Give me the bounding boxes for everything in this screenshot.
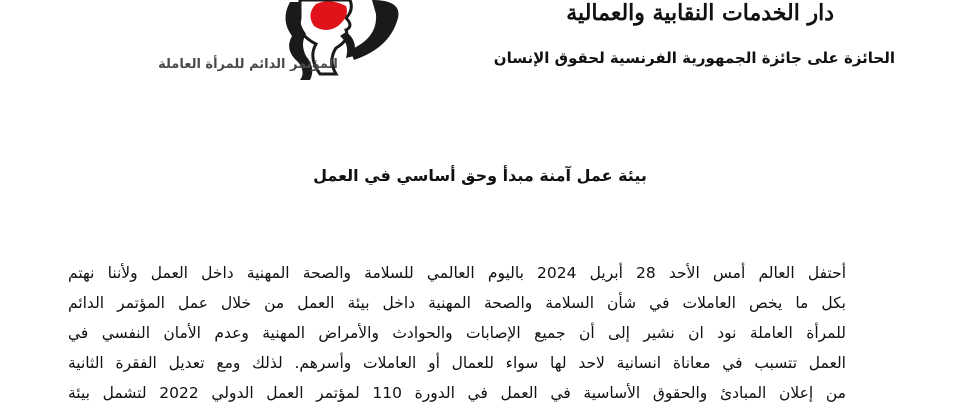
paragraph-line: للمرأة العاملة نود ان نشير إلى أن جميع الإصابات والحوادث والأمراض المهنية وعدم الأمان النفسي في [68,324,846,342]
organization-name: دار الخدمات النقابية والعمالية [566,0,834,26]
paragraph-line: من إعلان المبادئ والحقوق الأساسية في العمل في الدورة 110 لمؤتمر العمل الدولي 2022 لتشمل بيئة [68,384,846,402]
paragraph-line: بكل ما يخص العاملات في شأن السلامة والصحة المهنية داخل بيئة العمل من خلال عمل المؤتمر الدائم [68,294,846,312]
paragraph-line: العمل تتسبب في معاناة انسانية لاحد لها سواء للعمال أو العاملات وأسرهم. لذلك ومع تعديل الفقرة الثانية [68,354,846,372]
body-paragraph [68,258,846,408]
award-line: الحائزة على جائزة الجمهورية الفرنسية لحقوق الإنسان [493,49,895,67]
paragraph-line: أحتفل العالم أمس الأحد 28 أبريل 2024 باليوم العالمي للسلامة والصحة المهنية داخل العمل ولأننا نهتم [68,264,846,282]
document-title: بيئة عمل آمنة مبدأ وحق أساسي في العمل [313,166,647,185]
logo-caption: المؤتمر الدائم للمرأة العاملة [158,57,338,72]
